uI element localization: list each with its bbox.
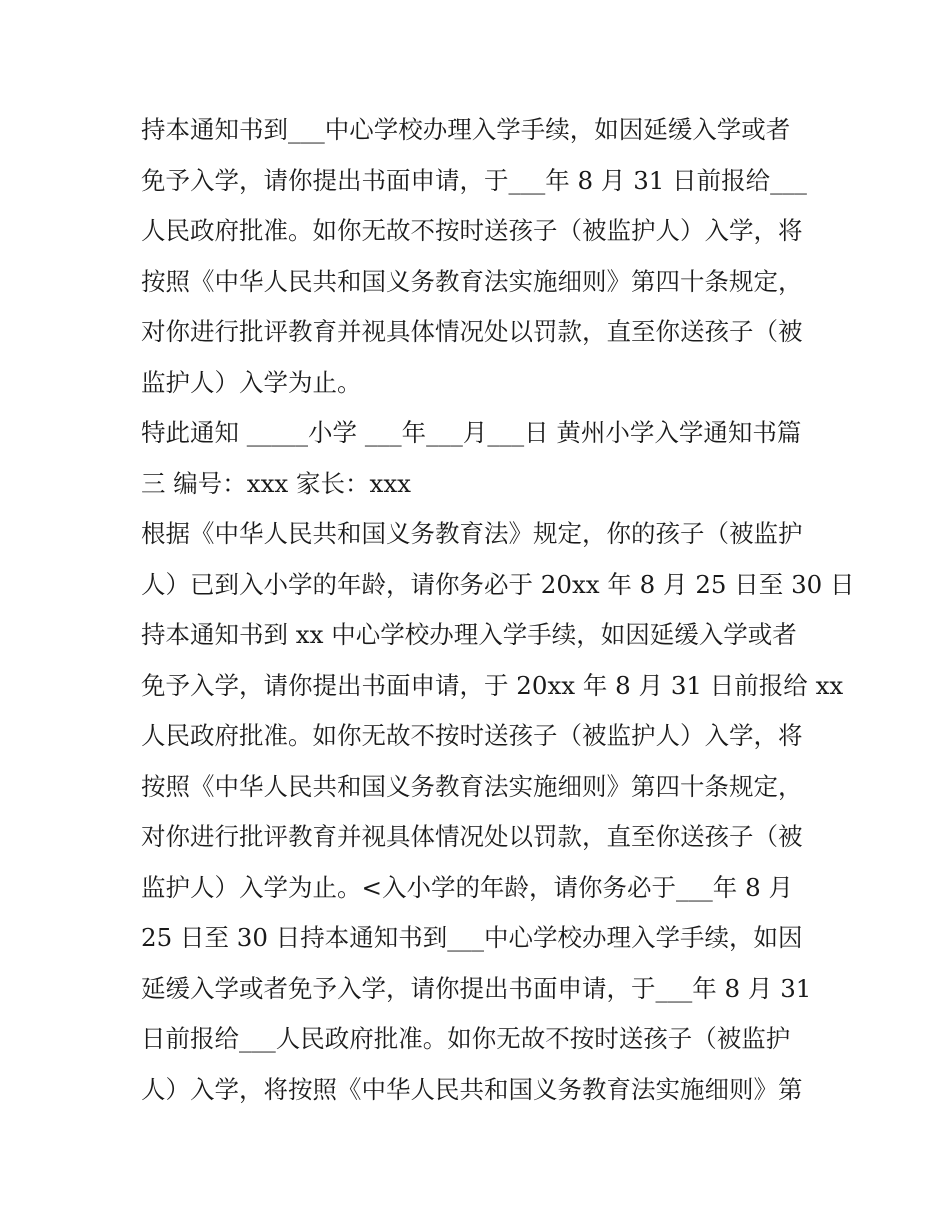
text-line: 对你进行批评教育并视具体情况处以罚款，直至你送孩子（被 [141,822,803,851]
text-line: 延缓入学或者免予入学，请你提出书面申请，于___年 8 月 31 [141,973,812,1003]
text-line: 人民政府批准。如你无故不按时送孩子（被监护人）入学，将 [141,721,803,750]
text-line: 持本通知书到 xx 中心学校办理入学手续，如因延缓入学或者 [141,620,797,649]
text-line: 持本通知书到___中心学校办理入学手续，如因延缓入学或者 [141,115,791,144]
text-line: 人）已到入小学的年龄，请你务必于 20xx 年 8 月 25 日至 30 日 [141,569,855,599]
text-line: 日前报给___人民政府批准。如你无故不按时送孩子（被监护 [141,1024,791,1053]
text-line: 免予入学，请你提出书面申请，于___年 8 月 31 日前报给___ [141,165,807,195]
text-line: 监护人）入学为止。 [141,367,362,397]
text-line: 特此通知 _____小学 ___年___月___日 黄州小学入学通知书篇 [141,418,802,447]
document-body [141,110,855,1120]
text-line: 免予入学，请你提出书面申请，于 20xx 年 8 月 31 日前报给 xx [141,670,844,700]
text-line: 监护人）入学为止。<入小学的年龄，请你务必于___年 8 月 [141,872,793,902]
text-line: 三 编号：xxx 家长：xxx [141,468,411,498]
text-line: 25 日至 30 日持本通知书到___中心学校办理入学手续，如因 [141,923,803,952]
text-line: 人）入学，将按照《中华人民共和国义务教育法实施细则》第 [141,1074,803,1104]
text-line: 按照《中华人民共和国义务教育法实施细则》第四十条规定， [141,771,803,801]
text-line: 人民政府批准。如你无故不按时送孩子（被监护人）入学，将 [141,216,803,245]
text-line: 对你进行批评教育并视具体情况处以罚款，直至你送孩子（被 [141,317,803,346]
text-line: 根据《中华人民共和国义务教育法》规定，你的孩子（被监护 [141,519,803,548]
text-line: 按照《中华人民共和国义务教育法实施细则》第四十条规定， [141,266,803,296]
